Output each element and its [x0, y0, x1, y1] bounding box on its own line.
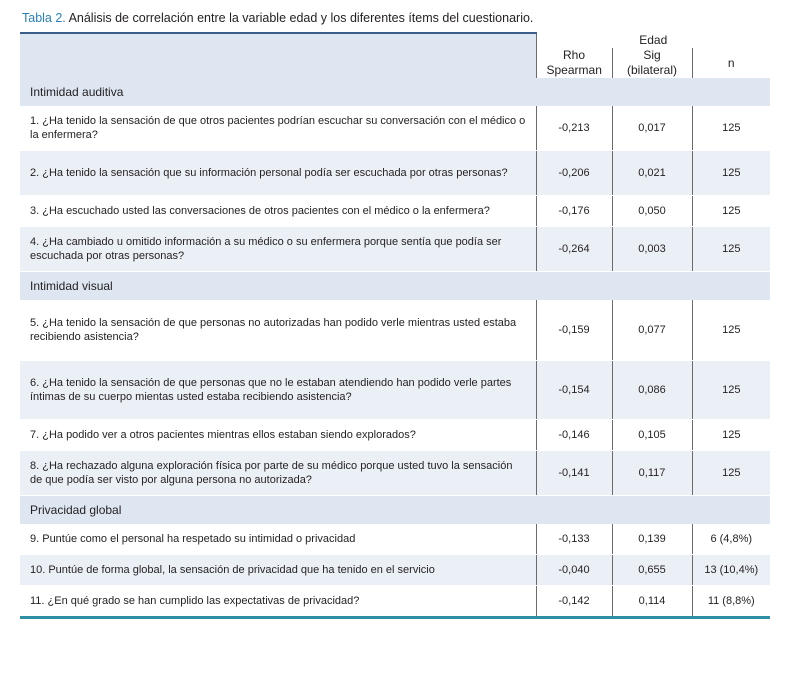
item-cell: 1. ¿Ha tenido la sensación de que otros pacientes podrían escuchar su conversación con el médico o la enfermera? [20, 106, 536, 151]
sig-cell: 0,117 [612, 451, 692, 496]
sig-cell: 0,086 [612, 361, 692, 420]
n-cell: 125 [692, 227, 770, 272]
table-row [20, 451, 770, 496]
table-caption-text: Análisis de correlación entre la variable edad y los diferentes ítems del cuestionario. [65, 11, 534, 25]
n-cell: 125 [692, 106, 770, 151]
rho-cell: -0,159 [536, 300, 612, 361]
n-cell: 11 (8,8%) [692, 586, 770, 618]
sig-cell: 0,017 [612, 106, 692, 151]
sig-cell: 0,021 [612, 151, 692, 196]
n-cell: 125 [692, 361, 770, 420]
item-cell: 6. ¿Ha tenido la sensación de que personas que no le estaban atendiendo han podido verle partes íntimas de su cuerpo mientas usted estaba recibiendo asistencia? [20, 361, 536, 420]
table-row [20, 106, 770, 151]
item-cell: 10. Puntúe de forma global, la sensación de privacidad que ha tenido en el servicio [20, 555, 536, 586]
section-row [20, 78, 770, 106]
table-row [20, 586, 770, 618]
section-title: Intimidad visual [20, 272, 770, 301]
sig-cell: 0,003 [612, 227, 692, 272]
table-row [20, 420, 770, 451]
header-empty-cell [20, 33, 536, 78]
n-cell: 13 (10,4%) [692, 555, 770, 586]
section-title: Intimidad auditiva [20, 78, 770, 106]
sig-cell: 0,105 [612, 420, 692, 451]
section-row [20, 496, 770, 525]
table-caption-label: Tabla 2. [22, 11, 66, 25]
section-row [20, 272, 770, 301]
item-cell: 9. Puntúe como el personal ha respetado su intimidad o privacidad [20, 524, 536, 555]
table-caption [22, 10, 533, 26]
sig-cell: 0,077 [612, 300, 692, 361]
rho-cell: -0,142 [536, 586, 612, 618]
rho-cell: -0,213 [536, 106, 612, 151]
section-title: Privacidad global [20, 496, 770, 525]
sig-cell: 0,114 [612, 586, 692, 618]
item-cell: 11. ¿En qué grado se han cumplido las expectativas de privacidad? [20, 586, 536, 618]
item-cell: 3. ¿Ha escuchado usted las conversaciones de otros pacientes con el médico o la enfermera? [20, 196, 536, 227]
rho-cell: -0,176 [536, 196, 612, 227]
table-row [20, 227, 770, 272]
item-cell: 5. ¿Ha tenido la sensación de que personas no autorizadas han podido verle mientras usted estaba recibiendo asistencia? [20, 300, 536, 361]
sig-cell: 0,655 [612, 555, 692, 586]
table-row [20, 555, 770, 586]
table-row [20, 196, 770, 227]
table-row [20, 300, 770, 361]
item-cell: 7. ¿Ha podido ver a otros pacientes mientras ellos estaban siendo explorados? [20, 420, 536, 451]
n-cell: 125 [692, 196, 770, 227]
rho-cell: -0,141 [536, 451, 612, 496]
rho-cell: -0,133 [536, 524, 612, 555]
rho-cell: -0,264 [536, 227, 612, 272]
header-rho: Rho Spearman [536, 48, 612, 78]
table-row [20, 361, 770, 420]
n-cell: 125 [692, 300, 770, 361]
correlation-table [20, 32, 770, 619]
table-row [20, 524, 770, 555]
item-cell: 2. ¿Ha tenido la sensación que su información personal podía ser escuchada por otras personas? [20, 151, 536, 196]
table-row [20, 151, 770, 196]
sig-cell: 0,139 [612, 524, 692, 555]
rho-cell: -0,040 [536, 555, 612, 586]
header-group-edad: Edad [536, 33, 770, 48]
header-n: n [692, 48, 770, 78]
n-cell: 125 [692, 420, 770, 451]
header-row-group [20, 33, 770, 48]
rho-cell: -0,146 [536, 420, 612, 451]
n-cell: 125 [692, 151, 770, 196]
rho-cell: -0,206 [536, 151, 612, 196]
n-cell: 6 (4,8%) [692, 524, 770, 555]
rho-cell: -0,154 [536, 361, 612, 420]
item-cell: 4. ¿Ha cambiado u omitido información a su médico o su enfermera porque sentía que podía ser escuchada por otras personas? [20, 227, 536, 272]
item-cell: 8. ¿Ha rechazado alguna exploración física por parte de su médico porque usted tuvo la sensación de que podía ser visto por alguna persona no autorizada? [20, 451, 536, 496]
header-sig: Sig (bilateral) [612, 48, 692, 78]
sig-cell: 0,050 [612, 196, 692, 227]
n-cell: 125 [692, 451, 770, 496]
